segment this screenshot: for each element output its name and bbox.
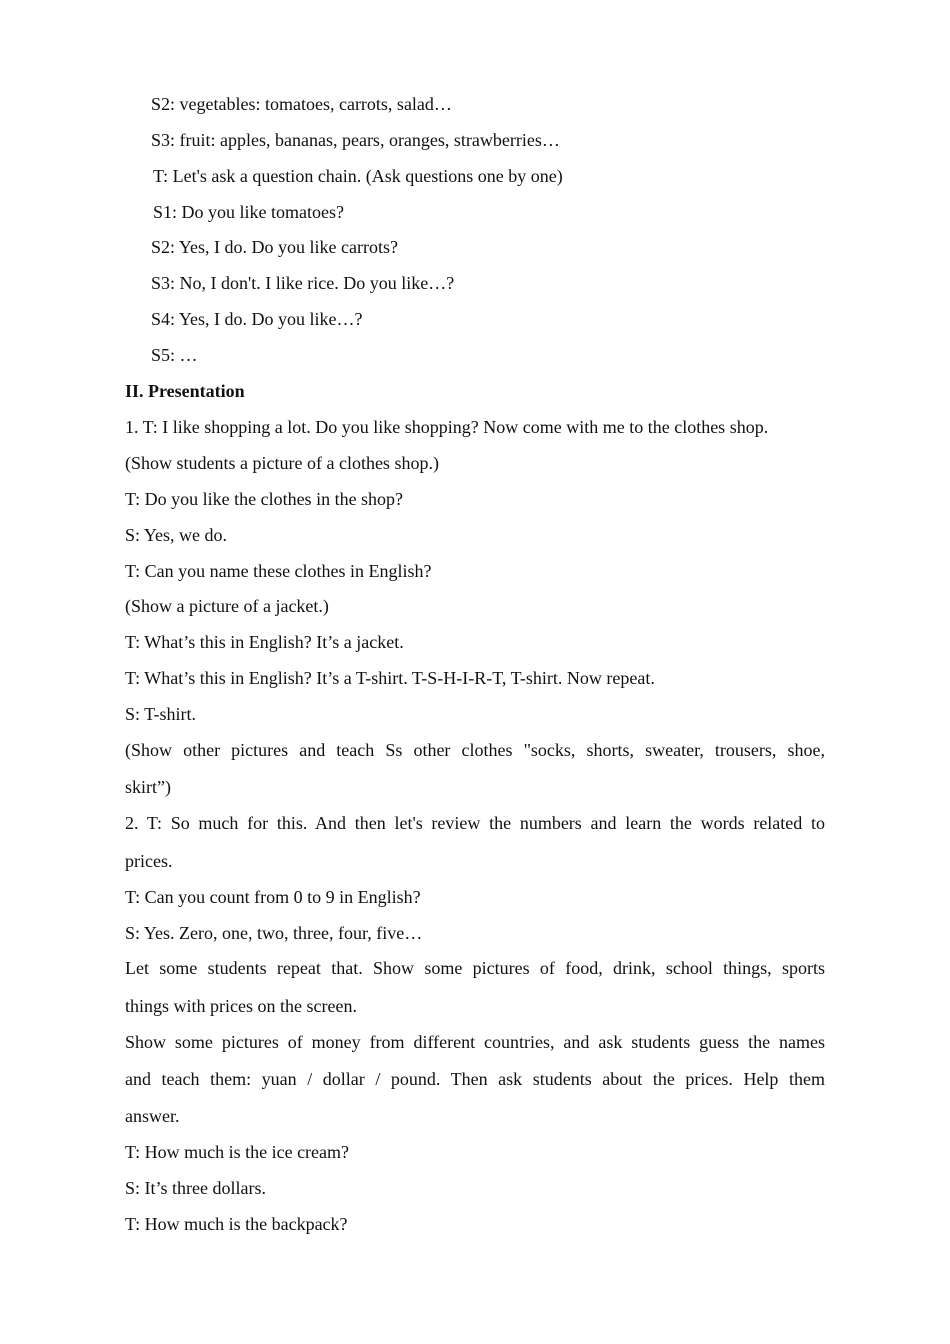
- dialogue-line-s2-vegetables: S2: vegetables: tomatoes, carrots, salad…: [151, 94, 452, 114]
- section-heading-presentation: II. Presentation: [125, 381, 245, 401]
- paragraph-line: answer.: [125, 1106, 180, 1126]
- paragraph-line-justified: and teach them: yuan / dollar / pound. Then ask students about the prices. Help them: [125, 1069, 825, 1089]
- dialogue-line-s5: S5: …: [151, 345, 198, 365]
- paragraph-line: S: T-shirt.: [125, 704, 197, 724]
- paragraph-line: T: What’s this in English? It’s a jacket.: [125, 632, 404, 652]
- paragraph-line: T: Do you like the clothes in the shop?: [125, 489, 404, 509]
- dialogue-line-s4: S4: Yes, I do. Do you like…?: [151, 309, 363, 329]
- paragraph-line-justified: (Show other pictures and teach Ss other clothes "socks, shorts, sweater, trousers, shoe,: [125, 740, 825, 760]
- paragraph-line-justified: Let some students repeat that. Show some pictures of food, drink, school things, sports: [125, 958, 825, 978]
- paragraph-line: (Show students a picture of a clothes shop.): [125, 453, 439, 473]
- paragraph-line: T: What’s this in English? It’s a T-shirt. T-S-H-I-R-T, T-shirt. Now repeat.: [125, 668, 655, 688]
- paragraph-line: 1. T: I like shopping a lot. Do you like shopping? Now come with me to the clothes shop.: [125, 417, 769, 437]
- paragraph-line: (Show a picture of a jacket.): [125, 596, 329, 616]
- dialogue-line-s3: S3: No, I don't. I like rice. Do you like…?: [151, 273, 455, 293]
- paragraph-line: T: How much is the backpack?: [125, 1214, 348, 1234]
- paragraph-line-justified: Show some pictures of money from different countries, and ask students guess the names: [125, 1032, 825, 1052]
- paragraph-line-justified: 2. T: So much for this. And then let's review the numbers and learn the words related to: [125, 813, 825, 833]
- dialogue-line-s3-fruit: S3: fruit: apples, bananas, pears, oranges, strawberries…: [151, 130, 560, 150]
- dialogue-line-question-chain: T: Let's ask a question chain. (Ask questions one by one): [153, 166, 563, 186]
- paragraph-line: prices.: [125, 851, 173, 871]
- paragraph-line: S: Yes. Zero, one, two, three, four, five…: [125, 923, 423, 943]
- paragraph-line: S: Yes, we do.: [125, 525, 228, 545]
- paragraph-line: T: How much is the ice cream?: [125, 1142, 350, 1162]
- paragraph-line: skirt”): [125, 777, 171, 797]
- paragraph-line: T: Can you count from 0 to 9 in English?: [125, 887, 421, 907]
- paragraph-line: things with prices on the screen.: [125, 996, 357, 1016]
- dialogue-line-s2: S2: Yes, I do. Do you like carrots?: [151, 237, 398, 257]
- dialogue-line-s1: S1: Do you like tomatoes?: [153, 202, 344, 222]
- paragraph-line: T: Can you name these clothes in English?: [125, 561, 432, 581]
- paragraph-line: S: It’s three dollars.: [125, 1178, 266, 1198]
